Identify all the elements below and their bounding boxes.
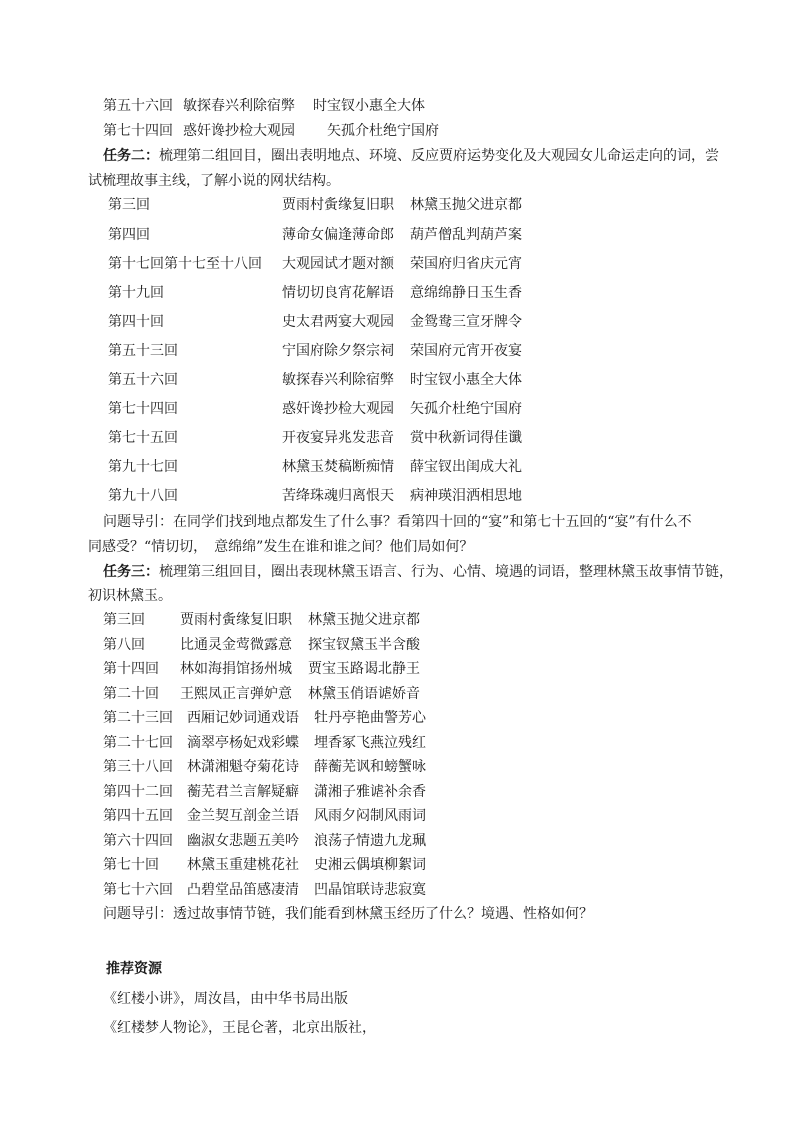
chapter-number: 第四回: [108, 227, 150, 243]
chapter-title-first: 西厢记妙词通戏语: [187, 710, 299, 726]
chapter-number: 第四十回: [108, 314, 164, 330]
task2-row: [108, 283, 522, 303]
chapter-title-first: 苦绛珠魂归离恨天: [282, 488, 394, 504]
chapter-title-second: 赏中秋新词得佳谶: [410, 430, 522, 446]
chapter-title-second: 薛宝钗出闺成大礼: [410, 459, 522, 475]
chapter-title-first: 惑奸谗抄检大观园: [282, 401, 394, 417]
chapter-title-second: 时宝钗小惠全大体: [410, 372, 522, 388]
task2-row: [108, 312, 522, 332]
chapter-title-first: 林黛玉重建桃花社: [187, 857, 299, 873]
task3-row: [103, 880, 426, 900]
chapter-title-first: 蘅芜君兰言解疑癖: [187, 784, 299, 800]
chapter-number: 第二十回: [103, 686, 159, 702]
chapter-title-second: 牡丹亭艳曲警芳心: [314, 710, 426, 726]
chapter-number: 第三回: [108, 197, 150, 213]
task3-row: [103, 782, 426, 802]
chapter-title-first: 林黛玉焚稿断痴情: [282, 459, 394, 475]
chapter-title-first: 王熙凤正言弹妒意: [180, 686, 292, 702]
task2-row: [108, 225, 522, 245]
task2-text: 梳理第二组回目，圈出表明地点、环境、反应贾府运势变化及大观园女儿命运走向的词，尝: [159, 148, 719, 164]
chapter-title-second: 病神瑛泪洒相思地: [410, 488, 522, 504]
chapter-title-second: 时宝钗小惠全大体: [313, 98, 425, 114]
task2-guide-line2: [88, 537, 473, 557]
guide-text-continued: 同感受？“情切切， 意绵绵”发生在谁和谁之间？他们局如何？: [88, 539, 474, 555]
task2-row: [108, 486, 522, 506]
chapter-title-first: 开夜宴异兆发悲音: [282, 430, 394, 446]
chapter-title-second: 矢孤介杜绝宁国府: [410, 401, 522, 417]
chapter-title-second: 凹晶馆联诗悲寂寞: [314, 882, 426, 898]
task2-label: 任务二：: [103, 148, 159, 164]
chapter-title-second: 薛蘅芜讽和螃蟹咏: [314, 759, 426, 775]
intro-chapter-2: [103, 121, 439, 141]
chapter-title-first: 情切切良宵花解语: [282, 285, 394, 301]
task2-guide-line1: [103, 512, 692, 532]
chapter-number: 第七十回: [103, 857, 159, 873]
chapter-number: 第九十八回: [108, 488, 178, 504]
chapter-title-second: 史湘云偶填柳絮词: [314, 857, 426, 873]
chapter-number: 第四十五回: [103, 808, 173, 824]
chapter-title-first: 林潇湘魁夺菊花诗: [187, 759, 299, 775]
chapter-title-first: 贾雨村夤缘复旧职: [282, 197, 394, 213]
chapter-title-first: 薄命女偏逢薄命郎: [282, 227, 394, 243]
chapter-number: 第三十八回: [103, 759, 173, 775]
chapter-number: 第七十五回: [108, 430, 178, 446]
chapter-title-second: 荣国府元宵开夜宴: [410, 343, 522, 359]
chapter-number: 第五十六回: [108, 372, 178, 388]
chapter-title-second: 金鸳鸯三宣牙牌令: [410, 314, 522, 330]
task2-row: [108, 341, 522, 361]
chapter-number: 第九十七回: [108, 459, 178, 475]
task3-row: [103, 733, 426, 753]
chapter-title-first: 林如海捐馆扬州城: [180, 661, 292, 677]
chapter-title-first: 史太君两宴大观园: [282, 314, 394, 330]
task3-text: 梳理第三组回目，圈出表现林黛玉语言、行为、心情、境遇的词语，整理林黛玉故事情节链，: [159, 564, 733, 580]
chapter-title-second: 意绵绵静日玉生香: [410, 285, 522, 301]
chapter-title-second: 浪荡子情遗九龙珮: [314, 833, 426, 849]
task3-row: [103, 831, 426, 851]
chapter-title-first: 幽淑女悲题五美吟: [187, 833, 299, 849]
chapter-title-first: 敏探春兴利除宿弊: [282, 372, 394, 388]
chapter-number: 第七十四回: [108, 401, 178, 417]
task2-row: [108, 428, 522, 448]
resource-item: [103, 1018, 376, 1038]
chapter-number: 第五十三回: [108, 343, 178, 359]
task3-row: [103, 855, 426, 875]
chapter-title-second: 潇湘子雅谑补余香: [314, 784, 426, 800]
task2-row: [108, 370, 522, 390]
task3-row: [103, 635, 420, 655]
guide-text: 问题导引：透过故事情节链，我们能看到林黛玉经历了什么？境遇、性格如何？: [103, 906, 593, 922]
task3-paragraph-line1: [103, 562, 733, 582]
chapter-title-second: 林黛玉抛父进京都: [308, 612, 420, 628]
chapter-title-second: 葫芦僧乱判葫芦案: [410, 227, 522, 243]
task3-row: [103, 684, 420, 704]
chapter-number: 第六十四回: [103, 833, 173, 849]
chapter-title-second: 矢孤介杜绝宁国府: [327, 123, 439, 139]
chapter-title-first: 比通灵金莺微露意: [180, 637, 292, 653]
task3-paragraph-line2: [88, 586, 172, 606]
task2-row: [108, 195, 522, 215]
task2-row: [108, 254, 522, 274]
chapter-title-second: 风雨夕闷制风雨词: [314, 808, 426, 824]
chapter-title-first: 贾雨村夤缘复旧职: [180, 612, 292, 628]
chapter-title-first: 大观园试才题对额: [282, 256, 394, 272]
chapter-title-first: 凸碧堂品笛感凄清: [187, 882, 299, 898]
chapter-title-second: 探宝钗黛玉半含酸: [308, 637, 420, 653]
chapter-title-second: 贾宝玉路谒北静王: [308, 661, 420, 677]
chapter-number: 第十四回: [103, 661, 159, 677]
chapter-number: 第七十六回: [103, 882, 173, 898]
task3-row: [103, 659, 420, 679]
task3-guide: [103, 904, 593, 924]
task3-row: [103, 757, 426, 777]
chapter-title-second: 荣国府归省庆元宵: [410, 256, 522, 272]
chapter-title-first: 惑奸谗抄检大观园: [183, 123, 295, 139]
chapter-title-first: 金兰契互剖金兰语: [187, 808, 299, 824]
resources-heading: 推荐资源: [106, 961, 162, 977]
chapter-title-second: 林黛玉俏语谑娇音: [308, 686, 420, 702]
intro-chapter-1: [103, 96, 425, 116]
chapter-title-second: 埋香冢飞燕泣残红: [314, 735, 426, 751]
chapter-number: 第十九回: [108, 285, 164, 301]
resource-text: 《红楼小讲》，周汝昌，由中华书局出版: [103, 991, 348, 1007]
task2-text-continued: 试梳理故事主线，了解小说的网状结构。: [88, 173, 340, 189]
chapter-number: 第四十二回: [103, 784, 173, 800]
chapter-title-second: 林黛玉抛父进京都: [410, 197, 522, 213]
task2-paragraph-line2: [88, 171, 340, 191]
task3-row: [103, 806, 426, 826]
task3-row: [103, 708, 426, 728]
chapter-title-first: 宁国府除夕祭宗祠: [282, 343, 394, 359]
task3-label: 任务三：: [103, 564, 159, 580]
resource-item: [103, 989, 348, 1009]
chapter-number: 第三回: [103, 612, 145, 628]
chapter-number: 第五十六回: [103, 98, 173, 114]
chapter-number: 第十七回第十七至十八回: [108, 256, 262, 272]
task2-paragraph-line1: [103, 146, 719, 166]
resource-text: 《红楼梦人物论》，王昆仑著，北京出版社，: [103, 1020, 376, 1036]
chapter-number: 第七十四回: [103, 123, 173, 139]
guide-text: 问题导引：在同学们找到地点都发生了什么事？看第四十回的“宴”和第七十五回的“宴”有什么不: [103, 514, 692, 530]
chapter-title-first: 敏探春兴利除宿弊: [183, 98, 295, 114]
chapter-number: 第八回: [103, 637, 145, 653]
chapter-title-first: 滴翠亭杨妃戏彩蝶: [187, 735, 299, 751]
chapter-number: 第二十七回: [103, 735, 173, 751]
chapter-number: 第二十三回: [103, 710, 173, 726]
task3-row: [103, 610, 420, 630]
task2-row: [108, 399, 522, 419]
task2-row: [108, 457, 522, 477]
task3-text-continued: 初识林黛玉。: [88, 588, 172, 604]
